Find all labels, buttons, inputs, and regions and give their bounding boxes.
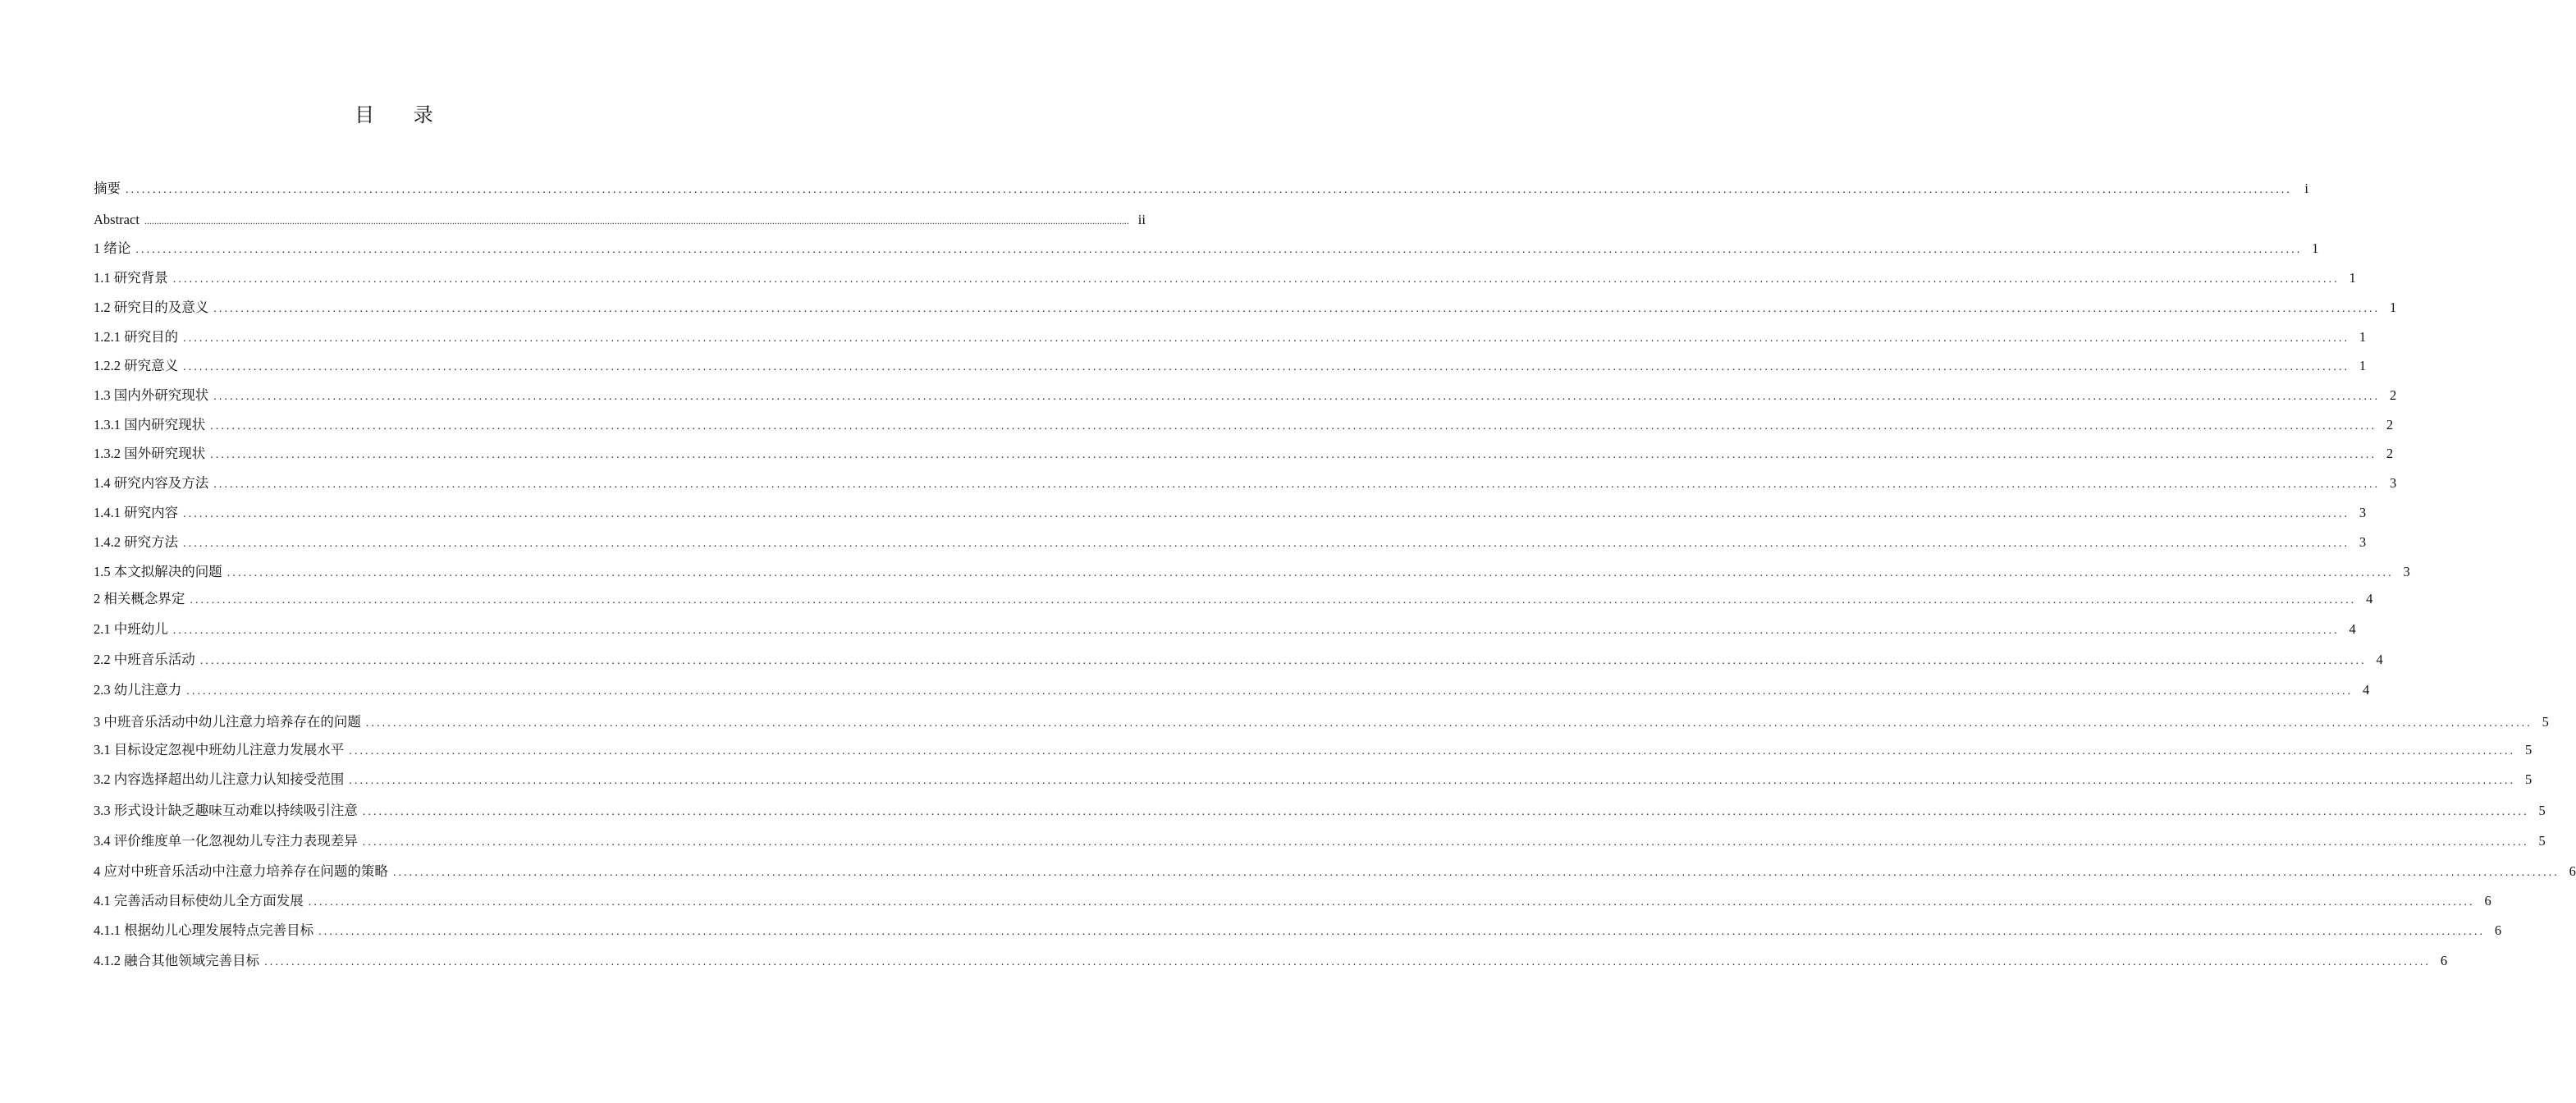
toc-entry[interactable] <box>94 212 1146 229</box>
toc-entry[interactable] <box>94 270 2356 288</box>
toc-dot-leader: ................................................................................................................................................................................................................................................................................................................................................................................................................ <box>144 215 1129 227</box>
toc-entry-label: 1.5 本文拟解决的问题 <box>94 564 222 579</box>
toc-dot-leader: ................................................................................................................................................................................................................................................................................................................................................................................................................ <box>186 685 2354 698</box>
toc-entry-label: 1.4.1 研究内容 <box>94 505 179 520</box>
toc-dot-leader: ................................................................................................................................................................................................................................................................................................................................................................................................................ <box>264 956 2432 968</box>
toc-entry[interactable] <box>94 300 2397 318</box>
toc-dot-leader: ................................................................................................................................................................................................................................................................................................................................................................................................................ <box>362 836 2529 849</box>
toc-entry-page-number: 1 <box>2390 300 2397 315</box>
toc-dot-leader: ................................................................................................................................................................................................................................................................................................................................................................................................................ <box>349 745 2516 757</box>
toc-entry-label: 1 绪论 <box>94 240 131 256</box>
toc-entry-page-number: 5 <box>2538 803 2546 818</box>
toc-dot-leader: ................................................................................................................................................................................................................................................................................................................................................................................................................ <box>392 867 2560 879</box>
toc-dot-leader: ................................................................................................................................................................................................................................................................................................................................................................................................................ <box>126 184 2292 196</box>
toc-entry[interactable] <box>94 953 2448 971</box>
toc-entry-page-number: 3 <box>2359 534 2367 550</box>
toc-entry-label: 1.2.2 研究意义 <box>94 358 179 373</box>
toc-entry-page-number: 2 <box>2390 387 2397 403</box>
toc-entry-page-number: 4 <box>2363 682 2370 698</box>
toc-entry-page-number: 2 <box>2386 417 2394 433</box>
toc-dot-leader: ................................................................................................................................................................................................................................................................................................................................................................................................................ <box>213 478 2381 491</box>
toc-entry-label: 2 相关概念界定 <box>94 591 185 606</box>
toc-entry-page-number: 5 <box>2542 714 2549 730</box>
toc-entry-label: 4 应对中班音乐活动中注意力培养存在问题的策略 <box>94 863 388 879</box>
toc-entry-label: 3.3 形式设计缺乏趣味互动难以持续吸引注意 <box>94 803 358 818</box>
toc-dot-leader: ................................................................................................................................................................................................................................................................................................................................................................................................................ <box>213 391 2381 403</box>
toc-entry-label: 3.2 内容选择超出幼儿注意力认知接受范围 <box>94 771 345 787</box>
toc-entry-page-number: 6 <box>2440 953 2448 968</box>
toc-entry-page-number: 3 <box>2359 505 2367 520</box>
toc-dot-leader: ................................................................................................................................................................................................................................................................................................................................................................................................................ <box>318 926 2486 938</box>
toc-entry-label: 1.3 国内外研究现状 <box>94 387 209 403</box>
toc-entry-page-number: 6 <box>2494 922 2502 938</box>
toc-entry-label: 4.1 完善活动目标使幼儿全方面发展 <box>94 893 304 908</box>
toc-entry[interactable] <box>94 771 2533 789</box>
toc-dot-leader: ................................................................................................................................................................................................................................................................................................................................................................................................................ <box>210 449 2377 461</box>
toc-entry[interactable] <box>94 387 2397 405</box>
toc-dot-leader: ................................................................................................................................................................................................................................................................................................................................................................................................................ <box>365 717 2533 730</box>
toc-dot-leader: ................................................................................................................................................................................................................................................................................................................................................................................................................ <box>183 332 2350 345</box>
toc-entry-page-number: i <box>2304 181 2308 196</box>
toc-entry[interactable] <box>94 714 2549 732</box>
toc-dot-leader: ................................................................................................................................................................................................................................................................................................................................................................................................................ <box>362 806 2529 818</box>
toc-entry-label: 1.4.2 研究方法 <box>94 534 179 550</box>
toc-dot-leader: ................................................................................................................................................................................................................................................................................................................................................................................................................ <box>226 567 2394 579</box>
toc-entry[interactable] <box>94 803 2546 821</box>
toc-entry-label: 2.1 中班幼儿 <box>94 621 168 637</box>
toc-dot-leader: ................................................................................................................................................................................................................................................................................................................................................................................................................ <box>183 538 2350 550</box>
toc-entry-label: 2.2 中班音乐活动 <box>94 652 195 667</box>
toc-dot-leader: ................................................................................................................................................................................................................................................................................................................................................................................................................ <box>308 896 2475 908</box>
toc-entry[interactable] <box>94 922 2502 941</box>
toc-entry-label: 摘要 <box>94 181 121 196</box>
toc-entry-page-number: 4 <box>2366 591 2373 606</box>
toc-dot-leader: ................................................................................................................................................................................................................................................................................................................................................................................................................ <box>349 775 2516 787</box>
toc-entry-label: 1.2 研究目的及意义 <box>94 300 209 315</box>
toc-entry-page-number: 5 <box>2538 833 2546 849</box>
toc-dot-leader: ................................................................................................................................................................................................................................................................................................................................................................................................................ <box>183 508 2350 520</box>
toc-entry-page-number: 3 <box>2403 564 2410 579</box>
toc-entry[interactable] <box>94 742 2533 760</box>
toc-entry-label: Abstract <box>94 212 140 227</box>
toc-entry-page-number: ii <box>1137 212 1146 227</box>
toc-entry-label: 1.3.1 国内研究现状 <box>94 417 206 433</box>
toc-entry[interactable] <box>94 505 2367 523</box>
toc-entry[interactable] <box>94 329 2367 347</box>
toc-entry[interactable] <box>94 652 2383 670</box>
toc-entry-page-number: 1 <box>2349 270 2356 286</box>
toc-entry-page-number: 4 <box>2349 621 2356 637</box>
toc-entry-page-number: 5 <box>2525 771 2533 787</box>
toc-entry[interactable] <box>94 893 2491 911</box>
toc-entry-page-number: 3 <box>2390 475 2397 491</box>
toc-dot-leader: ................................................................................................................................................................................................................................................................................................................................................................................................................ <box>135 244 2303 256</box>
toc-entry-label: 1.2.1 研究目的 <box>94 329 179 345</box>
toc-entry-label: 3.4 评价维度单一化忽视幼儿专注力表现差异 <box>94 833 358 849</box>
toc-entry-label: 1.4 研究内容及方法 <box>94 475 209 491</box>
toc-entry-label: 4.1.1 根据幼儿心理发展特点完善目标 <box>94 922 314 938</box>
toc-dot-leader: ................................................................................................................................................................................................................................................................................................................................................................................................................ <box>199 655 2367 667</box>
toc-entry-page-number: 6 <box>2484 893 2491 908</box>
toc-entry[interactable] <box>94 621 2356 639</box>
toc-dot-leader: ................................................................................................................................................................................................................................................................................................................................................................................................................ <box>172 273 2340 286</box>
toc-entry-label: 3.1 目标设定忽视中班幼儿注意力发展水平 <box>94 742 345 757</box>
toc-entry-label: 2.3 幼儿注意力 <box>94 682 182 698</box>
toc-entry[interactable] <box>94 475 2397 493</box>
toc-entry-page-number: 2 <box>2386 446 2394 461</box>
toc-entry-label: 1.3.2 国外研究现状 <box>94 446 206 461</box>
toc-entry[interactable] <box>94 833 2546 851</box>
toc-entry[interactable] <box>94 863 2576 881</box>
toc-entry-label: 1.1 研究背景 <box>94 270 168 286</box>
toc-entry-page-number: 1 <box>2312 240 2319 256</box>
toc-entry-page-number: 1 <box>2359 358 2367 373</box>
toc-entry[interactable] <box>94 358 2367 376</box>
toc-entry[interactable] <box>94 240 2319 259</box>
toc-entry-page-number: 5 <box>2525 742 2533 757</box>
toc-entry[interactable] <box>94 181 2308 199</box>
toc-entry[interactable] <box>94 417 2394 435</box>
toc-entry[interactable] <box>94 534 2367 552</box>
toc-entry-page-number: 1 <box>2359 329 2367 345</box>
toc-entry-label: 3 中班音乐活动中幼儿注意力培养存在的问题 <box>94 714 361 730</box>
toc-dot-leader: ................................................................................................................................................................................................................................................................................................................................................................................................................ <box>213 303 2381 315</box>
toc-entry[interactable] <box>94 591 2373 609</box>
toc-dot-leader: ................................................................................................................................................................................................................................................................................................................................................................................................................ <box>183 361 2350 373</box>
toc-title: 目 录 <box>355 103 450 126</box>
toc-dot-leader: ................................................................................................................................................................................................................................................................................................................................................................................................................ <box>190 594 2357 606</box>
toc-entry[interactable] <box>94 446 2394 464</box>
toc-entry-page-number: 6 <box>2569 863 2576 879</box>
toc-dot-leader: ................................................................................................................................................................................................................................................................................................................................................................................................................ <box>210 420 2377 433</box>
toc-entry[interactable] <box>94 564 2410 582</box>
toc-entry-label: 4.1.2 融合其他领域完善目标 <box>94 953 260 968</box>
toc-entry-page-number: 4 <box>2376 652 2383 667</box>
toc-dot-leader: ................................................................................................................................................................................................................................................................................................................................................................................................................ <box>172 625 2340 637</box>
toc-entry[interactable] <box>94 682 2370 700</box>
